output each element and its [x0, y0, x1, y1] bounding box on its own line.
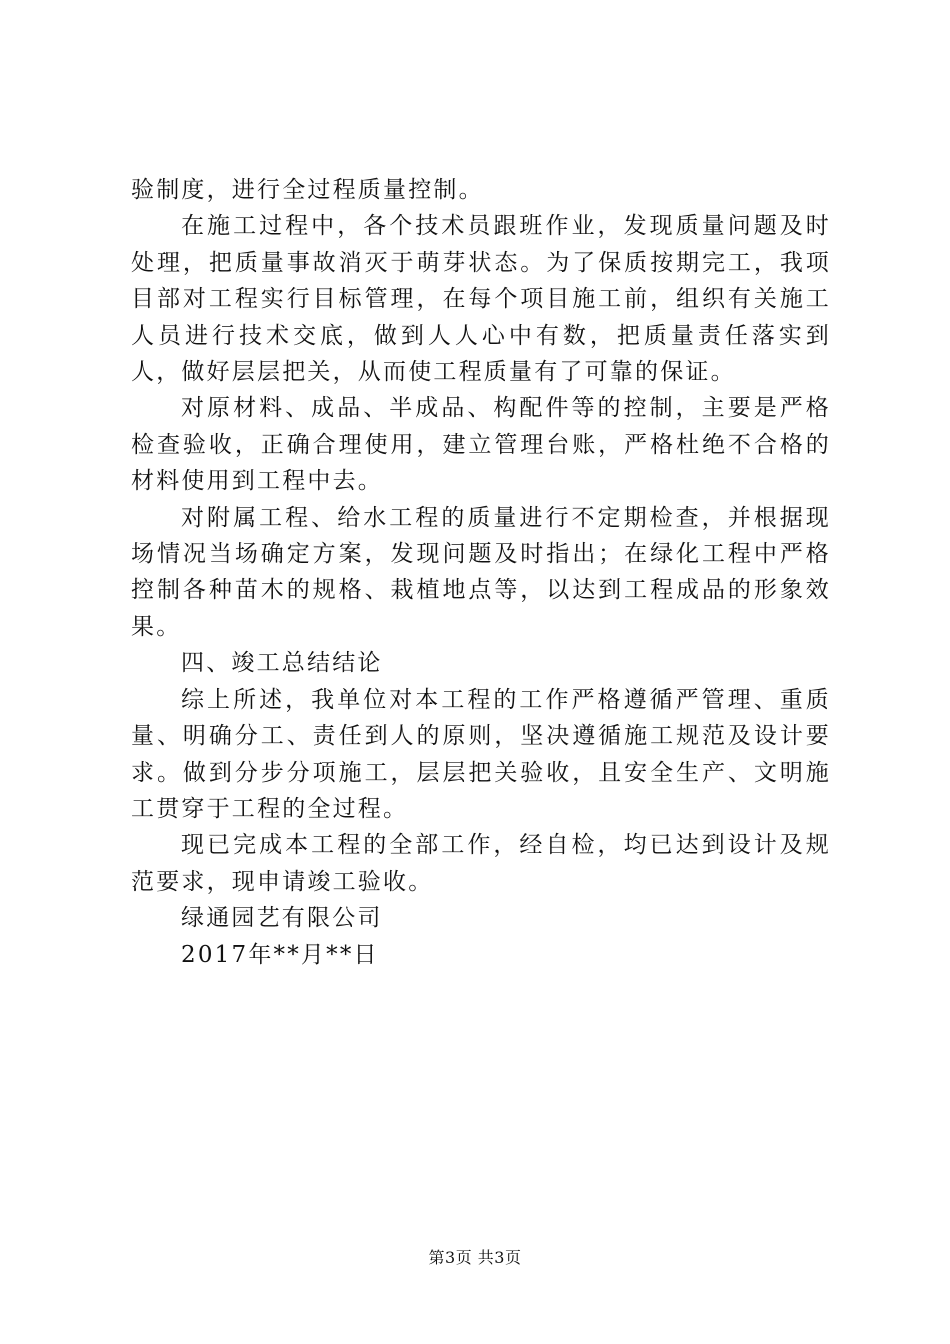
paragraph-summary: 综上所述，我单位对本工程的工作严格遵循严管理、重质量、明确分工、责任到人的原则，坚决遵循施工规范及设计要求。做到分步分项施工，层层把关验收，且安全生产、文明施工贯穿于工程的全过程。 [131, 686, 831, 822]
paragraph-acceptance-request: 现已完成本工程的全部工作，经自检，均已达到设计及规范要求，现申请竣工验收。 [131, 832, 831, 895]
paragraph-ancillary-works: 对附属工程、给水工程的质量进行不定期检查，并根据现场情况当场确定方案，发现问题及时指出；在绿化工程中严格控制各种苗木的规格、栽植地点等，以达到工程成品的形象效果。 [131, 504, 831, 640]
signature-company: 绿通园艺有限公司 [181, 905, 383, 932]
page-number-footer: 第3页 共3页 [428, 1248, 522, 1267]
document-body [131, 172, 831, 973]
signature-date: 2017年**月**日 [181, 941, 379, 968]
paragraph-continuation: 验制度，进行全过程质量控制。 [131, 177, 484, 203]
section-heading-conclusion: 四、竣工总结结论 [181, 650, 383, 677]
paragraph-construction-process: 在施工过程中，各个技术员跟班作业，发现质量问题及时处理，把质量事故消灭于萌芽状态。为了保质按期完工，我项目部对工程实行目标管理，在每个项目施工前，组织有关施工人员进行技术交底，做到人人心中有数，把质量责任落实到人，做好层层把关，从而使工程质量有了可靠的保证。 [131, 213, 831, 386]
paragraph-materials-control: 对原材料、成品、半成品、构配件等的控制，主要是严格检查验收，正确合理使用，建立管理台账，严格杜绝不合格的材料使用到工程中去。 [131, 395, 831, 495]
